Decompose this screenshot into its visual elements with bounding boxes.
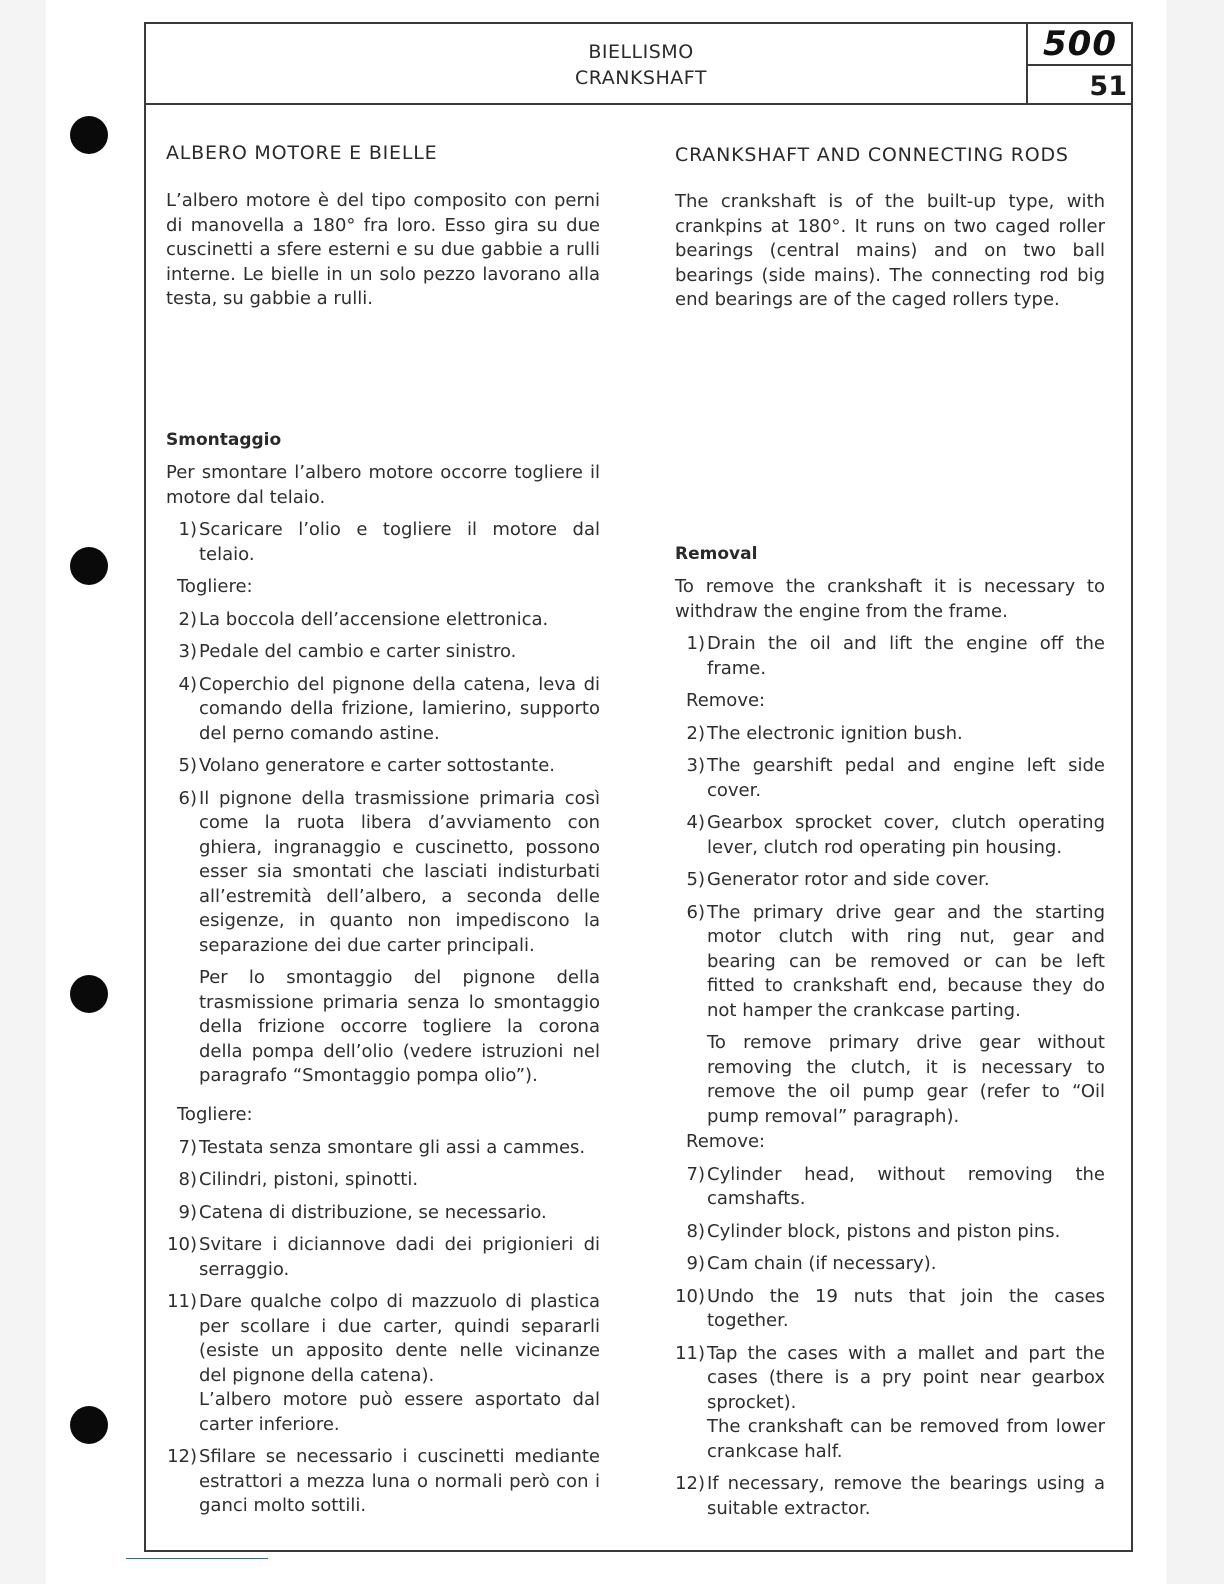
italian-steps-part2 xyxy=(166,1103,600,1527)
italian-removal-heading: Smontaggio xyxy=(166,430,282,450)
header-title-italian: BIELLISMO xyxy=(588,41,694,63)
header-title-english: CRANKSHAFT xyxy=(575,67,707,89)
english-step11-note: The crankshaft can be removed from lower crankcase half. xyxy=(707,1416,1105,1462)
binder-hole xyxy=(70,975,108,1013)
page-number: 51 xyxy=(1089,71,1127,102)
list-item: 4) Coperchio del pignone della catena, leva di comando della frizione, lamierino, supporto del perno comando astine. xyxy=(178,673,600,744)
list-item: 1) Drain the oil and lift the engine off the frame. xyxy=(686,633,1105,679)
binder-hole xyxy=(70,116,108,154)
model-logo: 500 xyxy=(1043,24,1117,64)
list-item: 10) Svitare i diciannove dadi dei prigionieri di serraggio. xyxy=(167,1234,600,1280)
list-item: 11) Dare qualche colpo di mazzuolo di plastica per scollare i due carter, quindi separarli (esiste un apposito dente nelle vicinanze del pignone della catena). L’albero motore può essere asportato dal carter inferiore. xyxy=(166,1290,600,1437)
list-item: 3) Pedale del cambio e carter sinistro. xyxy=(178,641,517,662)
english-steps-part2 xyxy=(675,1130,1105,1529)
footer-link-underline xyxy=(126,1558,268,1559)
italian-step6-note: Per lo smontaggio del pignone della trasmissione primaria senza lo smontaggio della frizione occorre togliere la corona della pompa dell’olio (vedere istruzioni nel paragrafo “Smontaggio pompa olio”). xyxy=(199,967,600,1086)
list-item: 1) Scaricare l’olio e togliere il motore dal telaio. xyxy=(178,519,600,565)
list-item: 6) Il pignone della trasmissione primaria così come la ruota libera d’avviamento con ghiera, ingranaggio e cuscinetto, possono esser sia smontati che lasciati indisturbati all’estremità dell’albero, a seconda delle esigenze, in quanto non impediscono la separazione dei due carter principali. xyxy=(178,787,600,956)
italian-remove-label: Togliere: xyxy=(177,1104,253,1125)
list-item: 2) The electronic ignition bush. xyxy=(686,722,963,744)
list-item: 9) Cam chain (if necessary). xyxy=(686,1253,937,1274)
english-intro: The crankshaft is of the built-up type, with crankpins at 180°. It runs on two caged roller bearings (central mains) and on two ball bearings (side mains). The connecting rod big end bearings are of the caged rollers type. xyxy=(675,191,1105,310)
scan-margin-right xyxy=(1166,0,1224,1584)
binder-hole xyxy=(70,1406,108,1444)
header-logo-divider xyxy=(1026,22,1028,104)
list-item: 8) Cilindri, pistoni, spinotti. xyxy=(178,1169,419,1190)
header-divider xyxy=(144,103,1133,105)
list-item: 5) Volano generatore e carter sottostante. xyxy=(178,755,556,776)
list-item: 5) Generator rotor and side cover. xyxy=(686,869,990,890)
italian-steps-part1 xyxy=(166,518,600,1089)
italian-intro: L’albero motore è del tipo composito con perni di manovella a 180° fra loro. Esso gira su due cuscinetti a sfere esterni e su due gabbie a rulli interne. Le bielle in un solo pezzo lavorano alla testa, su gabbie a rulli. xyxy=(166,190,600,309)
scan-margin-left xyxy=(0,0,46,1584)
binder-hole xyxy=(70,547,108,585)
english-remove-label: Remove: xyxy=(686,690,766,711)
header-logo-page-divider xyxy=(1026,64,1133,66)
english-remove-label: Remove: xyxy=(686,1131,766,1152)
list-item: 4) Gearbox sprocket cover, clutch operating lever, clutch rod operating pin housing. xyxy=(686,812,1105,858)
list-item: 12) Sfilare se necessario i cuscinetti mediante estrattori a mezza luna o normali però con i ganci molto sottili. xyxy=(167,1446,600,1516)
list-item: 2) La boccola dell’accensione elettronica. xyxy=(178,608,549,630)
italian-heading: ALBERO MOTORE E BIELLE xyxy=(166,142,438,164)
english-removal-intro: To remove the crankshaft it is necessary to withdraw the engine from the frame. xyxy=(675,576,1105,622)
list-item: 6) The primary drive gear and the starting motor clutch with ring nut, gear and bearing can be removed or can be left fitted to crankshaft end, because they do not hamper the crankcase parting. xyxy=(686,901,1105,1021)
english-removal-heading: Removal xyxy=(675,544,758,564)
list-item: 11) Tap the cases with a mallet and part the cases (there is a pry point near gearbox sprocket). The crankshaft can be removed from lower crankcase half. xyxy=(675,1342,1105,1465)
list-item: 9) Catena di distribuzione, se necessario. xyxy=(178,1201,547,1223)
list-item: 7) Cylinder head, without removing the camshafts. xyxy=(686,1163,1105,1209)
list-item: 10) Undo the 19 nuts that join the cases together. xyxy=(675,1285,1105,1331)
italian-removal-intro: Per smontare l’albero motore occorre togliere il motore dal telaio. xyxy=(166,462,600,508)
list-item: 7) Testata senza smontare gli assi a cammes. xyxy=(178,1136,586,1158)
italian-step11-note: L’albero motore può essere asportato dal carter inferiore. xyxy=(199,1389,600,1435)
list-item: 3) The gearshift pedal and engine left side cover. xyxy=(686,755,1105,801)
italian-remove-label: Togliere: xyxy=(177,576,253,597)
list-item: 12) If necessary, remove the bearings using a suitable extractor. xyxy=(675,1473,1105,1519)
english-heading: CRANKSHAFT AND CONNECTING RODS xyxy=(675,144,1069,166)
english-step6-note: To remove primary drive gear without removing the clutch, it is necessary to remove the oil pump gear (refer to “Oil pump removal” paragraph). xyxy=(707,1032,1105,1127)
list-item: 8) Cylinder block, pistons and piston pins. xyxy=(686,1220,1061,1242)
english-steps-part1 xyxy=(675,632,1105,1129)
